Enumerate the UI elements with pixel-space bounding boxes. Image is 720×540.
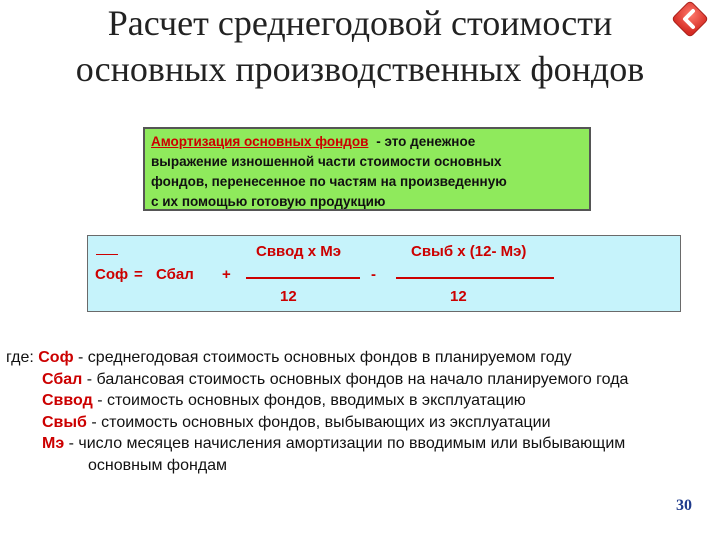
explanation-row: [42, 433, 625, 455]
formula-plus: +: [222, 266, 231, 283]
explanation-row: [6, 347, 572, 369]
fraction1-bar: [246, 277, 360, 279]
definition-line-1: [151, 132, 583, 152]
fraction1-denominator: 12: [280, 288, 297, 305]
overline-mark: [96, 254, 118, 255]
explanation-symbol: Свыб: [42, 413, 87, 431]
page-number: 30: [676, 497, 692, 514]
fraction1-numerator: Сввод х Мэ: [256, 243, 342, 260]
fraction2-bar: [396, 277, 554, 279]
fraction2-numerator: Свыб х (12- Мэ): [411, 243, 527, 260]
explanation-desc: - балансовая стоимость основных фондов на начало планируемого года: [86, 370, 629, 388]
formula-term1: Сбал: [156, 266, 194, 283]
explanation-desc: - число месяцев начисления амортизации по вводимым или выбывающим: [68, 435, 626, 452]
chevron-left-icon: [672, 1, 708, 37]
explanation-symbol: Сввод: [42, 392, 93, 409]
explanation-row: [42, 390, 526, 412]
explanation-desc: - среднегодовая стоимость основных фондов в планируемом году: [78, 349, 572, 366]
definition-box: [143, 127, 591, 211]
formula-minus: -: [371, 266, 376, 283]
title-line-2: основных производственных фондов: [75, 49, 645, 89]
title-line-1: Расчет среднегодовой стоимости: [107, 3, 613, 43]
definition-line-3: фондов, перенесенное по частям на произведенную: [151, 174, 507, 189]
explanation-prefix: где:: [6, 349, 34, 366]
formula-box: [87, 235, 681, 312]
definition-dash: -: [376, 134, 381, 149]
explanation-row: [42, 412, 551, 434]
fraction2-denominator: 12: [450, 288, 467, 305]
formula-lhs: Соф: [95, 266, 129, 283]
definition-term: Амортизация основных фондов: [151, 134, 369, 149]
explanation-desc: - стоимость основных фондов, выбывающих из эксплуатации: [91, 413, 551, 431]
explanation-row: [42, 369, 628, 391]
explanation-symbol: Мэ: [42, 435, 65, 452]
explanation-symbol: Соф: [38, 349, 74, 366]
definition-line-4: с их помощью готовую продукцию: [151, 194, 386, 209]
explanation-symbol: Сбал: [42, 370, 83, 388]
slide-title: [0, 0, 720, 92]
definition-text-1: это денежное: [384, 134, 476, 149]
explanation-desc: - стоимость основных фондов, вводимых в эксплуатацию: [97, 392, 526, 409]
definition-line-2: выражение изношенной части стоимости основных: [151, 154, 502, 169]
explanation-continuation: основным фондам: [88, 456, 228, 474]
formula-equals: =: [134, 266, 143, 283]
back-button[interactable]: [672, 1, 708, 37]
